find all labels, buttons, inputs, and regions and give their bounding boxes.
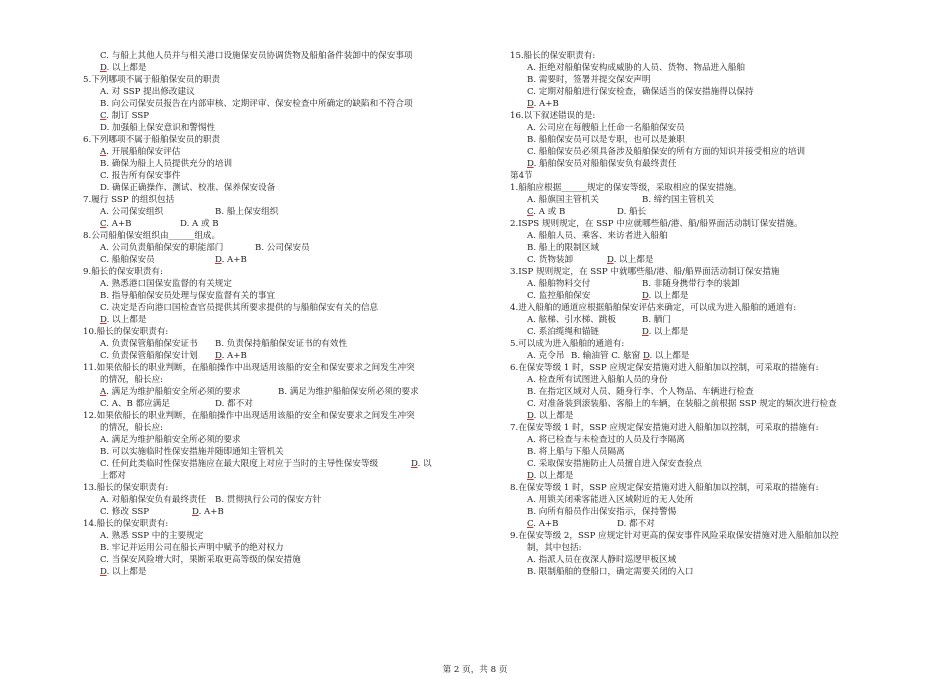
question-number: 1. [510,183,519,193]
question-text: ISPS 规则规定，在 SSP 中应就哪些船/港、船/船界面活动制订保安措施。 [518,219,803,229]
option-line [83,458,453,470]
answer-mark: D [215,255,222,265]
option-line [83,350,453,362]
question-line [510,110,900,122]
option-line [83,50,453,62]
option-text: B. 负责保持船舶保安证书的有效性 [215,339,348,349]
option-text: D. 以上都是 [527,411,574,421]
option-text: C. 决定是否向港口国检查官员提供其所要求提供的与船舶保安有关的信息 [100,303,379,313]
question-text: 船长的保安职责有: [523,51,596,61]
question-text: 在保安等级 1 时，SSP 应规定保安措施对进入船舶加以控制，可采取的措施有: [518,363,819,373]
question-number: 6. [510,363,519,373]
option-text: C. 当保安风险增大时，果断采取更高等级的保安措施 [100,555,301,565]
answer-mark: C [527,519,534,529]
option-text: A. 船舶人员、乘客、来访者进入船舶 [527,231,668,241]
option-line [510,458,900,470]
option-line [83,122,453,134]
option-text: D. 以上都是 [642,327,689,337]
option-line [83,446,453,458]
option-text: C. 监控船舶保安 [527,291,591,301]
option-line [510,194,900,206]
option-text: C. 货物装卸 [527,255,574,265]
question-number: 6. [83,135,92,145]
question-line [83,362,453,374]
option-text: B. 需要时，签署并提交保安声明 [527,75,651,85]
question-text: 船舶应根据______规定的保安等级，采取相应的保安措施。 [518,183,742,193]
option-line [83,86,453,98]
option-text: 上都对 [100,471,126,481]
option-text: A. 公司应在每艘船上任命一名船舶保安员 [527,123,685,133]
option-line [83,338,453,350]
option-text: 的情况，船长应: [100,375,164,385]
option-line [83,566,453,578]
answer-mark: D [527,99,534,109]
option-line [83,254,453,266]
question-line [510,302,900,314]
option-line [510,290,900,302]
option-line [83,290,453,302]
question-text: 船长的保安职责有: [96,327,169,337]
question-number: 5. [510,339,519,349]
option-line [510,254,900,266]
question-line [83,410,453,422]
answer-mark: D [642,351,650,361]
option-line [83,218,453,230]
question-line [83,194,453,206]
answer-mark: D [192,507,199,517]
option-text: B. 限制船舶的登船口，确定需要关闭的入口 [527,567,694,577]
question-text: 可以成为进入船舶的通道有: [518,339,625,349]
answer-mark: D [100,567,107,577]
option-text: C. A、B 都应满足 [100,399,170,409]
right-column [510,50,900,578]
option-line [510,470,900,482]
answer-mark: C [100,111,107,121]
answer-mark: C [527,207,534,217]
question-number: 8. [83,231,92,241]
question-number: 4. [510,303,519,313]
option-text: D. 以上都是 [607,255,654,265]
question-text: 公司船舶保安组织由______组成。 [91,231,221,241]
option-line [83,542,453,554]
option-line [510,518,900,530]
option-line [83,374,453,386]
option-line [83,182,453,194]
option-text: C. 系泊缆绳和锚链 [527,327,599,337]
option-text: C. A 或 B [527,207,566,217]
question-number: 5. [83,75,92,85]
question-line [510,218,900,230]
option-text: D. 以上都是 [100,63,147,73]
option-text: D. A+B [192,507,224,517]
option-text: A. 公司保安组织 [100,207,164,217]
question-number: 10. [83,327,97,337]
answer-mark: A [100,147,107,157]
option-line [83,206,453,218]
question-number: 13. [83,483,97,493]
option-line [83,422,453,434]
option-text: D. A 或 B [180,219,219,229]
option-text: A. 满足为维护船舶安全所必须的要求 [100,435,241,445]
option-line [510,86,900,98]
question-number: 15. [510,51,524,61]
option-line [83,386,453,398]
option-line [510,134,900,146]
option-text: A. 熟悉 SSP 中的主要规定 [100,531,204,541]
question-text: 进入船舶的通道应根据船舶保安评估来确定，可以成为进入船舶的通道有: [518,303,797,313]
option-line [510,554,900,566]
question-line [510,182,900,194]
option-line [510,386,900,398]
question-number: 9. [510,531,519,541]
option-line [510,326,900,338]
option-line [510,278,900,290]
question-text: 履行 SSP 的组织包括 [91,195,175,205]
option-line [510,98,900,110]
question-number: 8. [510,483,519,493]
question-number: 2. [510,219,519,229]
option-text: B. 可以实施临时性保安措施并随即通知主管机关 [100,447,284,457]
option-line [510,494,900,506]
question-text: 在保安等级 2，SSP 应规定针对更高的保安事件风险采取保安措施对进入船舶加以控 [518,531,839,541]
option-text: A. 将已检查与未检查过的人员及行李隔离 [527,435,685,445]
answer-mark: C [100,219,107,229]
option-text: C. 报告所有保安事件 [100,171,181,181]
question-line [510,530,900,542]
question-number: 3. [510,267,519,277]
question-text: 以下叙述错误的是: [523,111,596,121]
option-text: B. 缔约国主管机关 [642,195,714,205]
option-text: A. 克令吊 [527,351,565,361]
question-number: 16. [510,111,524,121]
option-line [83,98,453,110]
question-line [83,134,453,146]
question-line [83,518,453,530]
option-text: D. 船舶保安员对船舶保安负有最终责任 [527,159,677,169]
option-text: B. 贯彻执行公司的保安方针 [215,495,322,505]
question-line [510,50,900,62]
option-text: B. 向公司保安员报告在内部审核、定期评审、保安检查中所确定的缺陷和不符合项 [100,99,413,109]
option-text: A. 舷梯、引水梯、跳板 [527,315,617,325]
option-text: D. A+B [527,99,559,109]
question-text: 船长的保安职责有: [96,519,169,529]
question-number: 12. [83,411,97,421]
option-line [83,302,453,314]
option-line [510,122,900,134]
option-text: B. 牢记并运用公司在船长声明中赋予的绝对权力 [100,543,284,553]
option-line [83,554,453,566]
option-text: C. A+B [527,519,559,529]
option-line [510,506,900,518]
option-text: D. A+B [215,351,247,361]
option-text: D. 船长 [617,207,647,217]
option-text: A. 对 SSP 提出修改建议 [100,87,195,97]
option-line [510,206,900,218]
option-text: A. 检查所有试图进入船舶人员的身份 [527,375,668,385]
option-line [510,410,900,422]
answer-mark: D [642,291,649,301]
question-number: 14. [83,519,97,529]
option-line [510,350,900,362]
option-text: C. 对准备装到滚装船、客船上的车辆，在装船之前根据 SSP 规定的频次进行检查 [527,399,837,409]
option-line [510,446,900,458]
option-text: C. 负责保管船舶保安计划 [100,351,198,361]
option-text: B. 船舶保安员可以是专职，也可以是兼职 [527,135,685,145]
option-text: 制，其中包括: [527,543,582,553]
option-text: C. 定期对船舶进行保安检查，确保适当的保安措施得以保持 [527,87,754,97]
option-line [510,566,900,578]
option-text: D. 以上都是 [642,291,689,301]
question-line [510,482,900,494]
question-text: 在保安等级 1 时，SSP 应规定保安措施对进入船舶加以控制，可采取的措施有: [518,423,819,433]
question-number: 9. [83,267,92,277]
option-text: A. 船舶物料交付 [527,279,591,289]
option-line [510,146,900,158]
answer-mark: D [100,63,107,73]
option-line [510,62,900,74]
option-line [510,434,900,446]
question-number: 7. [510,423,519,433]
option-text: C. A+B [100,219,132,229]
option-line [83,62,453,74]
question-line [510,362,900,374]
question-line [83,230,453,242]
option-line [510,374,900,386]
option-text: B. 公司保安员 [255,243,310,253]
option-text: A. 拒绝对船舶保安构成威胁的人员、货物、物品进入船舶 [527,63,745,73]
option-line [83,530,453,542]
option-text: C. 修改 SSP [100,507,150,517]
option-text: A. 船旗国主管机关 [527,195,599,205]
answer-mark: D [527,411,534,421]
option-line [83,398,453,410]
option-text: D. 以上都是 [100,567,147,577]
left-column [83,50,453,578]
answer-mark: D [527,159,534,169]
question-line [510,422,900,434]
option-line [83,470,453,482]
option-text: D. 确保正确操作、测试、校准、保养保安设备 [100,183,276,193]
option-text: D. 都不对 [215,399,253,409]
option-text: B. 船上保安组织 [215,207,279,217]
question-line [83,266,453,278]
option-text: A. 熟悉港口国保安监督的有关规定 [100,279,232,289]
option-line [83,242,453,254]
question-text: 船长的保安职责有: [96,483,169,493]
question-text: 船长的保安职责有: [91,267,163,277]
option-text: B. 船上的限制区域 [527,243,599,253]
option-text: B. 舾门 [642,315,671,325]
option-text: D. 加强船上保安意识和警惕性 [100,123,216,133]
option-line [83,110,453,122]
option-text: D. 以上都是 [527,471,574,481]
answer-mark: D [215,351,222,361]
option-text: C. 船舶保安员必须具备涉及船舶保安的所有方面的知识并接受相应的培训 [527,147,806,157]
option-text: A. 用锁关闭乘客能进入区域附近的无人处所 [527,495,694,505]
option-line [83,494,453,506]
option-text: D. 以上都是 [100,315,147,325]
option-text: B. 在指定区域对人员、随身行李、个人物品、车辆进行检查 [527,387,754,397]
option-text: A. 公司负责船舶保安的职能部门 [100,243,224,253]
option-line [83,506,453,518]
option-text: D. A+B [215,255,247,265]
question-line [510,266,900,278]
option-text: D. 都不对 [617,519,655,529]
option-line [510,158,900,170]
page-footer: 第 2 页，共 8 页 [442,665,508,675]
question-text: 如果依船长的职业判断，在船舶操作中出现适用该船的安全和保安要求之间发生冲突 [96,363,415,373]
option-text: C. 任何此类临时性保安措施应在最大限度上对应于当时的主导性保安等级 [100,459,379,469]
question-line [510,338,900,350]
option-line [83,314,453,326]
option-line [83,278,453,290]
question-number: 7. [83,195,92,205]
section-heading: 第4节 [510,171,533,181]
question-text: ISP 规则规定，在 SSP 中就哪些船/港、船/船界面活动制订保安措施 [518,267,780,277]
option-line [510,398,900,410]
option-text: C. 船舶保安员 [100,255,155,265]
question-line [83,482,453,494]
option-text: B. 向所有船员作出保安指示，保持警惕 [527,507,677,517]
question-text: 如果依船长的职业判断，在船舶操作中出现适用该船的安全和保安要求之间发生冲突 [96,411,415,421]
option-text: 的情况，船长应: [100,423,164,433]
option-text: A. 指派人员在夜深人静时巡逻甲板区域 [527,555,677,565]
option-text: A. 负责保管船舶保安证书 [100,339,198,349]
question-text: 在保安等级 1 时，SSP 应规定保安措施对进入船舶加以控制，可采取的措施有: [518,483,819,493]
answer-mark: D [642,327,649,337]
option-line [83,434,453,446]
option-line [510,314,900,326]
answer-mark: D [411,459,418,469]
answer-mark: D [100,315,107,325]
option-line [510,542,900,554]
option-text: B. 非随身携带行李的装卸 [642,279,740,289]
option-line [83,158,453,170]
option-line [510,242,900,254]
option-text: C. 与船上其他人员并与相关港口设施保安员协调货物及船舶备件装卸中的保安事项 [100,51,413,61]
answer-mark: D [607,255,614,265]
option-text: C. 采取保安措施防止人员擅自进入保安查验点 [527,459,703,469]
option-text: B. 确保为船上人员提供充分的培训 [100,159,233,169]
option-text: A. 满足为维护船舶安全所必须的要求 [100,387,241,397]
option-text: A. 对船舶保安负有最终责任 [100,495,207,505]
option-line [83,146,453,158]
answer-mark: A [100,387,107,397]
question-text: 下列哪项不属于船舶保安员的职责 [91,135,221,145]
answer-mark: D [527,471,534,481]
option-text: B. 将上船与下船人员隔离 [527,447,625,457]
option-line [510,230,900,242]
option-text: B. 指导船舶保安员处理与保安监督有关的事宜 [100,291,276,301]
option-line [510,74,900,86]
option-text: A. 开展船舶保安评估 [100,147,181,157]
option-text: C. 制订 SSP [100,111,150,121]
option-text: B. 满足为维护船舶保安所必须的要求 [278,387,419,397]
option-text: D. 以 [411,459,432,469]
option-line [83,170,453,182]
question-line [83,326,453,338]
question-number: 11. [83,363,97,373]
question-line [83,74,453,86]
question-text: 下列哪项不属于船舶保安员的职责 [91,75,221,85]
option-text: B. 输油管 C. 舷窗 D. 以上都是 [571,351,690,361]
